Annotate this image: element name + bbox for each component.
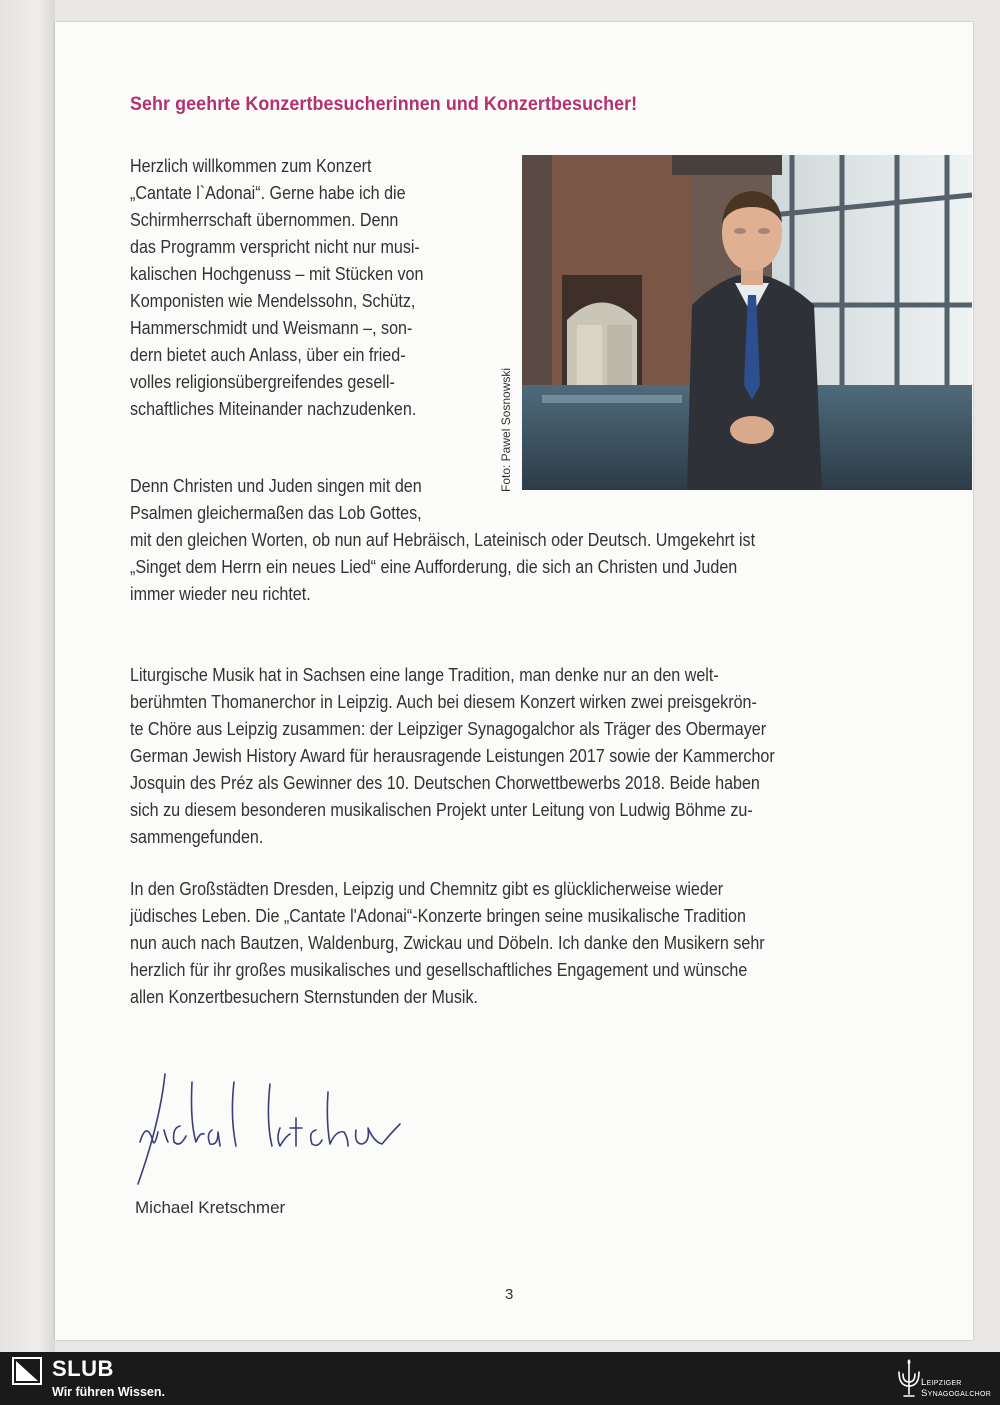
paragraph-intro <box>130 152 423 422</box>
text-line: jüdisches Leben. Die „Cantate l'Adonai“-Konzerte bringen seine musikalische Tradition <box>130 905 746 926</box>
text-line: kalischen Hochgenuss – mit Stücken von <box>130 263 424 284</box>
text-line: „Singet dem Herrn ein neues Lied“ eine Aufforderung, die sich an Christen und Juden <box>130 556 738 577</box>
text-line: Herzlich willkommen zum Konzert <box>130 155 372 176</box>
text-line: herzlich für ihr großes musikalisches und gesellschaftliches Engagement und wünsche <box>130 959 748 980</box>
photo-credit: Foto: Pawel Sosnowski <box>499 367 513 492</box>
paragraph-liturgy <box>130 661 775 850</box>
choir-logo-text <box>921 1377 991 1399</box>
slub-logo-icon[interactable] <box>12 1357 42 1385</box>
menorah-logo-icon[interactable] <box>895 1358 923 1400</box>
signature-name: Michael Kretschmer <box>135 1198 286 1217</box>
text-line: In den Großstädten Dresden, Leipzig und Chemnitz gibt es glücklicherweise wieder <box>130 878 724 899</box>
text-line: volles religionsübergreifendes gesell- <box>130 371 395 392</box>
text-line: berühmten Thomanerchor in Leipzig. Auch bei diesem Konzert wirken zwei preisgekrön- <box>130 691 757 712</box>
text-line: schaftliches Miteinander nachzudenken. <box>130 398 417 419</box>
text-line: Hammerschmidt und Weismann –, son- <box>130 317 413 338</box>
text-line: dern bietet auch Anlass, über ein fried- <box>130 344 406 365</box>
portrait-photo <box>522 155 972 490</box>
paragraph-psalms <box>130 472 755 607</box>
signature-image <box>130 1062 450 1192</box>
paragraph-closing <box>130 875 765 1010</box>
page-heading: Sehr geehrte Konzertbesucherinnen und Konzertbesucher! <box>130 94 638 115</box>
text-line: nun auch nach Bautzen, Waldenburg, Zwickau und Döbeln. Ich danke den Musikern sehr <box>130 932 765 953</box>
text-line: Liturgische Musik hat in Sachsen eine lange Tradition, man denke nur an den welt- <box>130 664 719 685</box>
text-line: te Chöre aus Leipzig zusammen: der Leipziger Synagogalchor als Träger des Obermayer <box>130 718 767 739</box>
text-line: German Jewish History Award für herausragende Leistungen 2017 sowie der Kammerchor <box>130 745 775 766</box>
text-line: Denn Christen und Juden singen mit den <box>130 475 422 496</box>
text-line: allen Konzertbesuchern Sternstunden der Musik. <box>130 986 479 1007</box>
booklet-page <box>55 22 973 1340</box>
text-line: Josquin des Préz als Gewinner des 10. Deutschen Chorwettbewerbs 2018. Beide haben <box>130 772 760 793</box>
text-line: Psalmen gleichermaßen das Lob Gottes, <box>130 502 422 523</box>
text-line: „Cantate l`Adonai“. Gerne habe ich die <box>130 182 406 203</box>
show-through-ghost <box>745 92 935 132</box>
text-line: sich zu diesem besonderen musikalischen Projekt unter Leitung von Ludwig Böhme zu- <box>130 799 753 820</box>
text-line: Komponisten wie Mendelssohn, Schütz, <box>130 290 416 311</box>
choir-line-1: Leipziger <box>921 1377 962 1388</box>
text-line: immer wieder neu richtet. <box>130 583 311 604</box>
slub-tagline: Wir führen Wissen. <box>52 1385 165 1399</box>
text-line: mit den gleichen Worten, ob nun auf Hebräisch, Lateinisch oder Deutsch. Umgekehrt ist <box>130 529 756 550</box>
page-number: 3 <box>505 1286 514 1303</box>
choir-line-2: Synagogalchor <box>921 1388 992 1399</box>
text-line: sammengefunden. <box>130 826 264 847</box>
text-line: das Programm verspricht nicht nur musi- <box>130 236 420 257</box>
text-line: Schirmherrschaft übernommen. Denn <box>130 209 399 230</box>
slub-name[interactable]: SLUB <box>52 1356 114 1381</box>
booklet-left-edge <box>0 0 55 1352</box>
